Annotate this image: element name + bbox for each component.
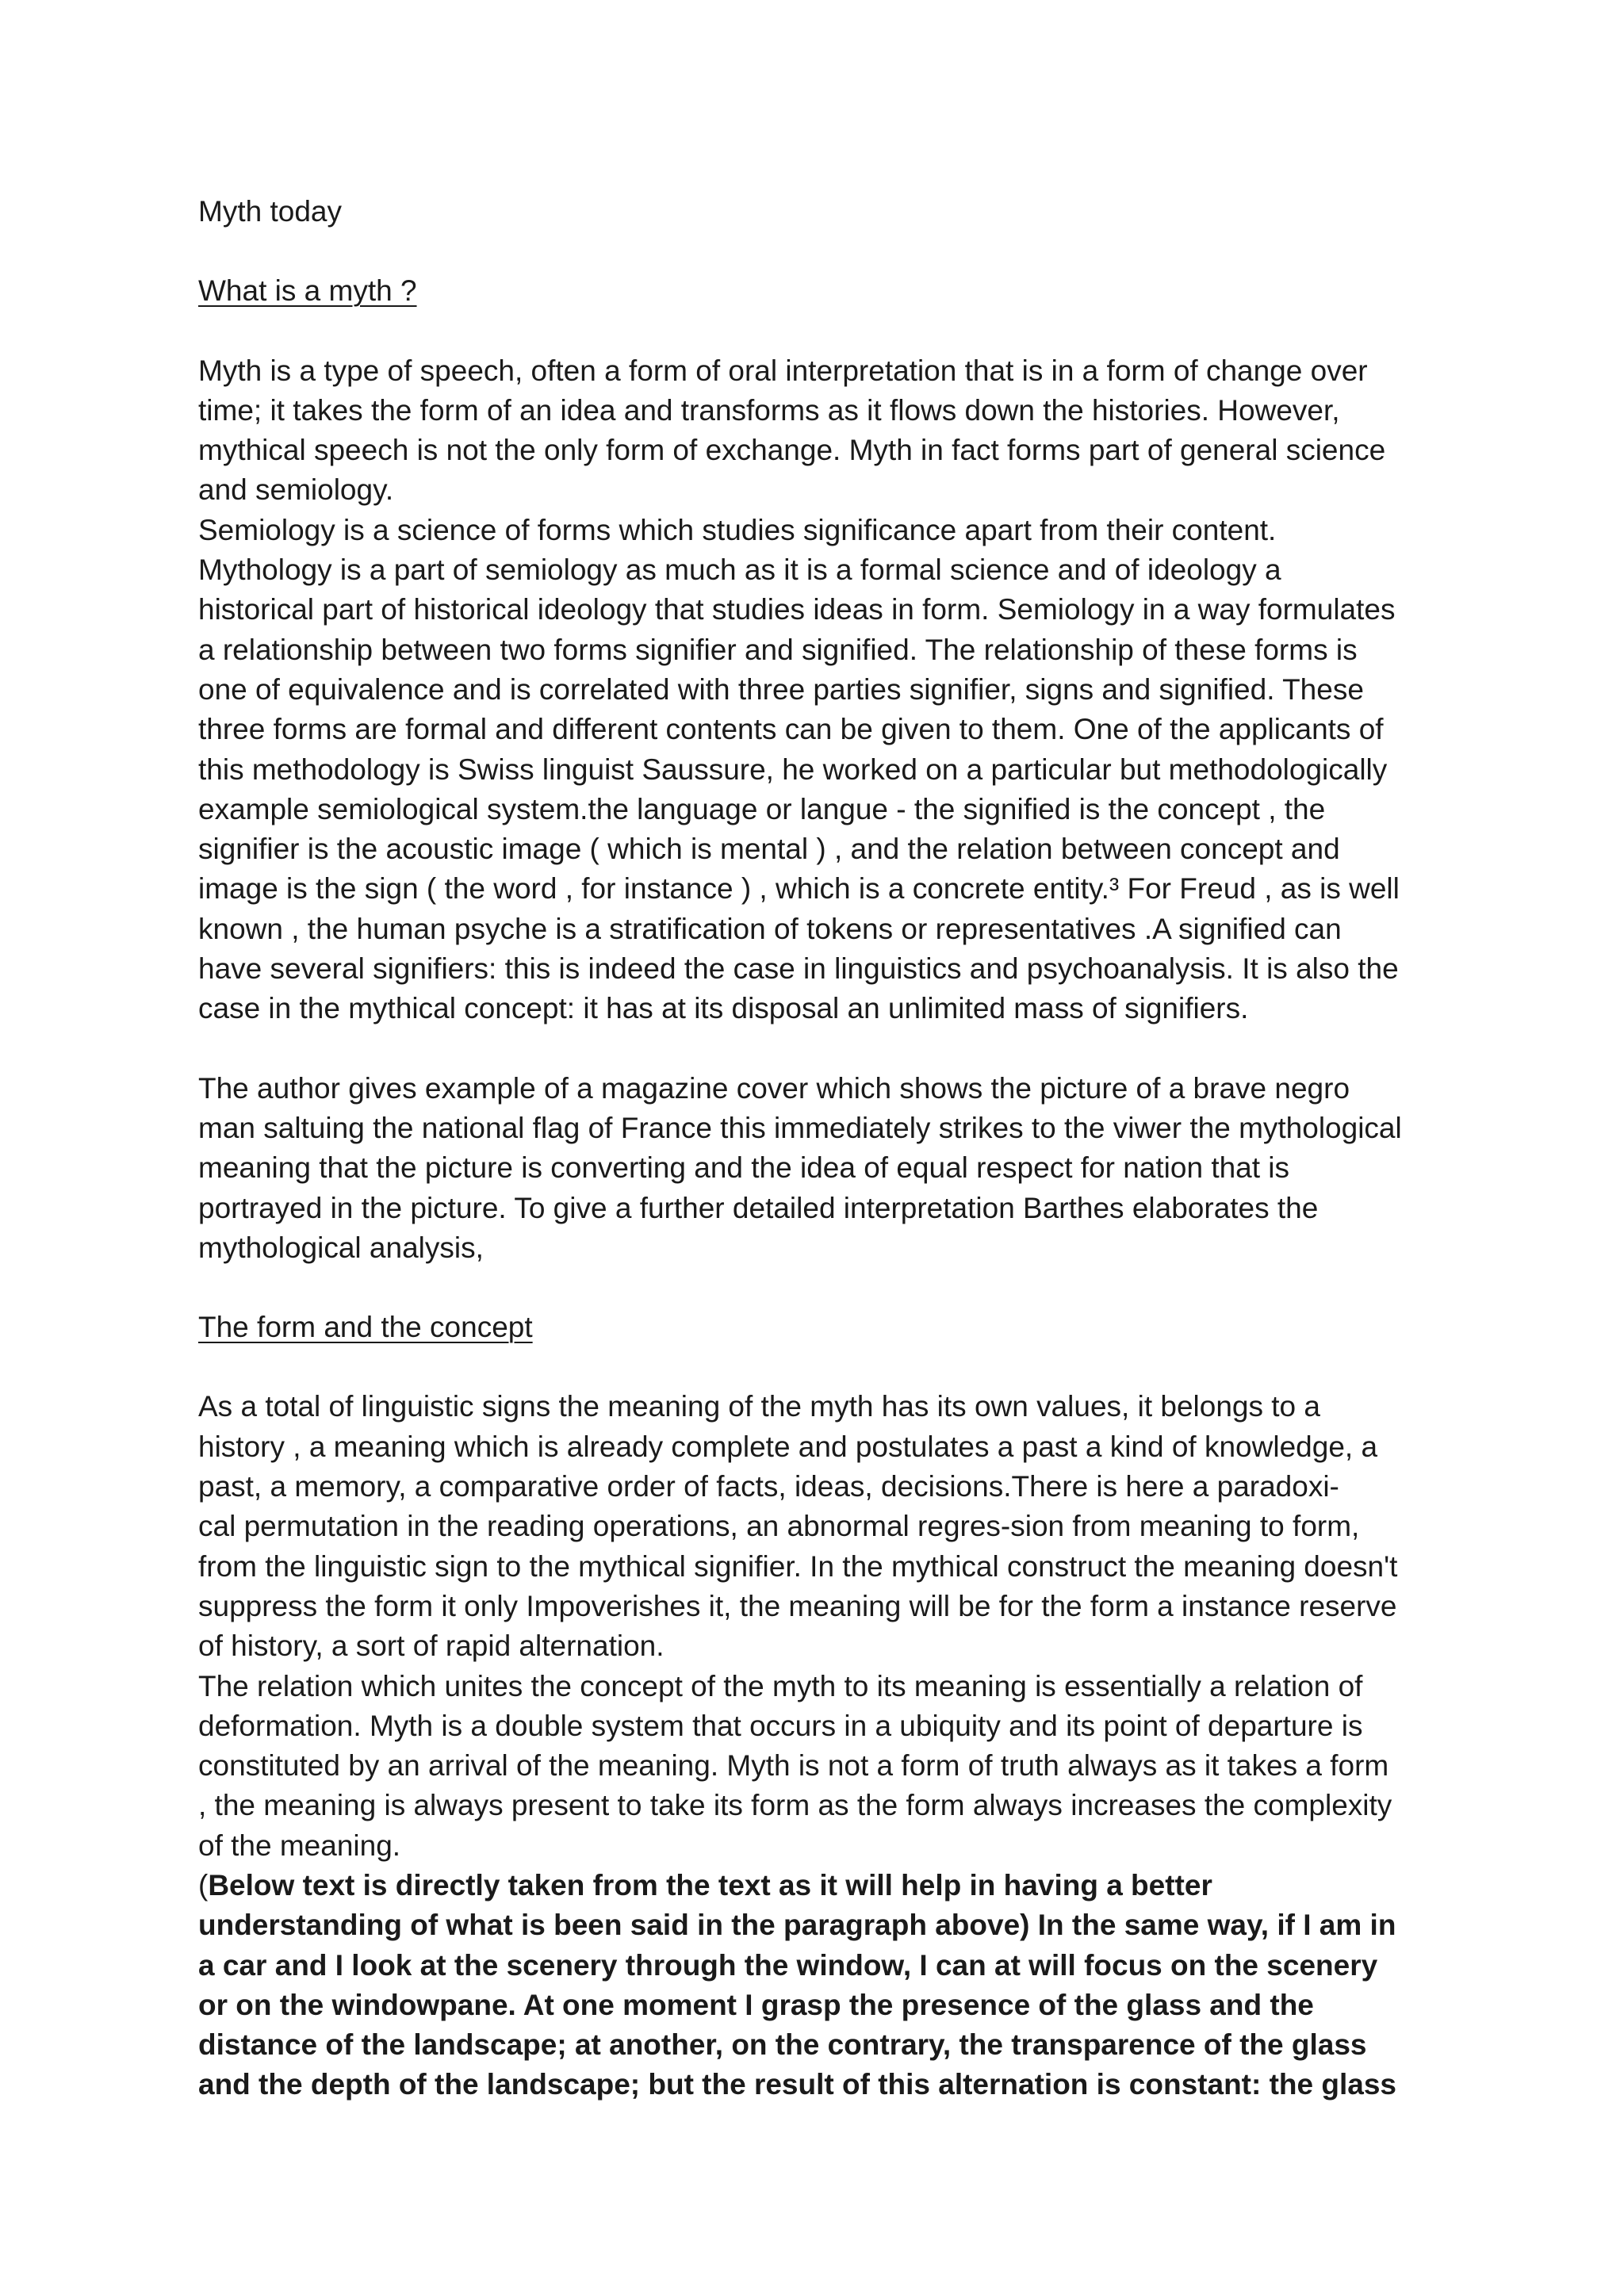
text-line: The relation which unites the concept of the myth to its meaning is essentially a relation of <box>198 1669 1363 1702</box>
text-line: one of equivalence and is correlated with three parties signifier, signs and signified. These <box>198 672 1364 706</box>
text-line: case in the mythical concept: it has at its disposal an unlimited mass of signifiers. <box>198 992 1249 1025</box>
text-line: or on the windowpane. At one moment I grasp the presence of the glass and the <box>198 1988 1314 2021</box>
text-line <box>198 1866 1451 1905</box>
text-line: and semiology. <box>198 473 394 507</box>
text-line: have several signifiers: this is indeed the case in linguistics and psychoanalysis. It is also the <box>198 952 1399 986</box>
text-line: three forms are formal and different contents can be given to them. One of the applicants of <box>198 713 1384 746</box>
section-heading-what-is-a-myth: What is a myth ? <box>198 274 417 308</box>
section-heading-form-and-concept: The form and the concept <box>198 1311 533 1344</box>
text-line: from the linguistic sign to the mythical signifier. In the mythical construct the meaning doesn't <box>198 1549 1398 1583</box>
text-line: understanding of what is been said in the paragraph above) In the same way, if I am in <box>198 1909 1396 1942</box>
paragraph-magazine-example <box>198 1069 1451 1268</box>
text-line: known , the human psyche is a stratification of tokens or representatives .A signified can <box>198 912 1342 945</box>
text-line: time; it takes the form of an idea and transforms as it flows down the histories. However, <box>198 393 1340 427</box>
text-line: signifier is the acoustic image ( which is mental ) , and the relation between concept and <box>198 833 1340 866</box>
text-line: past, a memory, a comparative order of facts, ideas, decisions.There is here a paradoxi- <box>198 1470 1339 1503</box>
paragraph-linguistic-signs <box>198 1387 1451 1666</box>
text-line: mythological analysis, <box>198 1231 484 1264</box>
text-line: , the meaning is always present to take its form as the form always increases the complexity <box>198 1789 1392 1822</box>
text-line: a relationship between two forms signifier and signified. The relationship of these forms is <box>198 633 1358 666</box>
text-line: constituted by an arrival of the meaning. Myth is not a form of truth always as it takes a form <box>198 1749 1389 1783</box>
text-line: and the depth of the landscape; but the result of this alternation is constant: the glass <box>198 2068 1396 2101</box>
open-parenthesis: ( <box>198 1868 209 1901</box>
text-line: this methodology is Swiss linguist Saussure, he worked on a particular but methodologically <box>198 753 1388 786</box>
quoted-text: Below text is directly taken from the text as it will help in having a better <box>208 1868 1212 1901</box>
text-line: Mythology is a part of semiology as much as it is a formal science and of ideology a <box>198 553 1281 587</box>
paragraph-deformation <box>198 1667 1451 1866</box>
text-line: of history, a sort of rapid alternation. <box>198 1630 665 1663</box>
text-line: cal permutation in the reading operations, an abnormal regres-sion from meaning to form, <box>198 1510 1360 1543</box>
text-line: deformation. Myth is a double system that occurs in a ubiquity and its point of departure is <box>198 1709 1363 1742</box>
text-line: history , a meaning which is already complete and postulates a past a kind of knowledge, a <box>198 1430 1378 1463</box>
text-line: meaning that the picture is converting and the idea of equal respect for nation that is <box>198 1151 1290 1185</box>
text-line: Semiology is a science of forms which studies significance apart from their content. <box>198 513 1277 546</box>
text-line: example semiological system.the language or langue - the signified is the concept , the <box>198 792 1326 825</box>
paragraph-semiology <box>198 511 1451 1029</box>
text-line: a car and I look at the scenery through the window, I can at will focus on the scenery <box>198 1948 1378 1982</box>
text-line: distance of the landscape; at another, on the contrary, the transparence of the glass <box>198 2028 1367 2062</box>
text-line: Myth is a type of speech, often a form of oral interpretation that is in a form of change over <box>198 354 1368 387</box>
text-line: portrayed in the picture. To give a further detailed interpretation Barthes elaborates the <box>198 1191 1319 1224</box>
document-title: Myth today <box>198 195 342 228</box>
document-body <box>198 192 1451 2105</box>
text-line: As a total of linguistic signs the meaning of the myth has its own values, it belongs to a <box>198 1390 1320 1423</box>
text-line: historical part of historical ideology that studies ideas in form. Semiology in a way formulates <box>198 593 1396 626</box>
paragraph-myth-definition <box>198 351 1451 511</box>
text-line: The author gives example of a magazine cover which shows the picture of a brave negro <box>198 1071 1350 1105</box>
text-line: mythical speech is not the only form of exchange. Myth in fact forms part of general science <box>198 434 1386 467</box>
text-line: of the meaning. <box>198 1829 401 1862</box>
paragraph-quoted-excerpt <box>198 1866 1451 2105</box>
text-line: image is the sign ( the word , for instance ) , which is a concrete entity.³ For Freud , as is well <box>198 872 1400 906</box>
text-line: man saltuing the national flag of France this immediately strikes to the viwer the mythological <box>198 1111 1402 1144</box>
text-line: suppress the form it only Impoverishes it, the meaning will be for the form a instance reserve <box>198 1589 1397 1622</box>
